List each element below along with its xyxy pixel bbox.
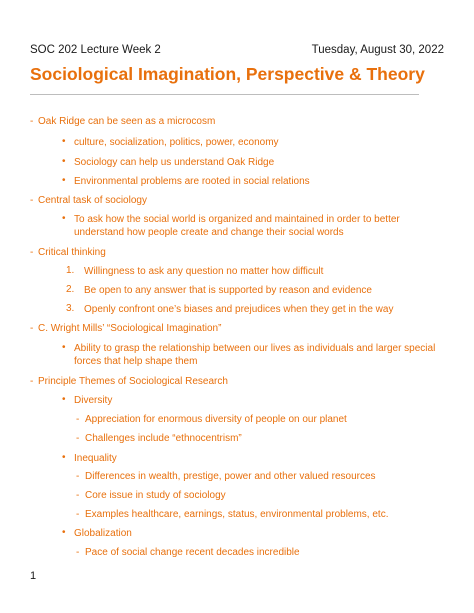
dash-marker: - xyxy=(76,490,80,501)
dash-marker: - xyxy=(76,547,80,558)
dash-marker: - xyxy=(30,323,34,334)
bullet-marker: • xyxy=(62,213,66,224)
outline-item: To ask how the social world is organized and maintained in order to better xyxy=(74,214,400,225)
bullet-marker: • xyxy=(62,156,66,167)
bullet-marker: • xyxy=(62,175,66,186)
bullet-marker: • xyxy=(62,136,66,147)
outline-item: Core issue in study of sociology xyxy=(85,490,226,501)
outline-item: Oak Ridge can be seen as a microcosm xyxy=(38,116,216,127)
dash-marker: - xyxy=(76,509,80,520)
outline-item: Globalization xyxy=(74,528,132,539)
outline-item: Inequality xyxy=(74,453,117,464)
bullet-marker: • xyxy=(62,394,66,405)
outline-item: Principle Themes of Sociological Research xyxy=(38,376,228,387)
outline-item-continuation: forces that help shape them xyxy=(74,356,198,367)
outline-item: Sociology can help us understand Oak Ridge xyxy=(74,157,275,168)
number-marker: 1. xyxy=(66,265,75,276)
outline-item: C. Wright Mills’ “Sociological Imagination” xyxy=(38,323,222,334)
dash-marker: - xyxy=(76,414,80,425)
outline-item: Environmental problems are rooted in social relations xyxy=(74,176,310,187)
number-marker: 3. xyxy=(66,303,75,314)
page-header-left: SOC 202 Lecture Week 2 xyxy=(30,44,161,56)
bullet-marker: • xyxy=(62,527,66,538)
outline-item: Examples healthcare, earnings, status, environmental problems, etc. xyxy=(85,509,389,520)
outline-item: culture, socialization, politics, power, economy xyxy=(74,137,279,148)
outline-item: Diversity xyxy=(74,395,113,406)
outline-item: Central task of sociology xyxy=(38,195,147,206)
number-marker: 2. xyxy=(66,284,75,295)
outline-item: Openly confront one’s biases and prejudices when they get in the way xyxy=(84,304,394,315)
outline-item: Challenges include “ethnocentrism” xyxy=(85,433,242,444)
outline-item-continuation: understand how people create and change their social words xyxy=(74,227,344,238)
outline-item: Willingness to ask any question no matter how difficult xyxy=(84,266,324,277)
outline-item: Critical thinking xyxy=(38,247,106,258)
dash-marker: - xyxy=(30,247,34,258)
dash-marker: - xyxy=(76,433,80,444)
dash-marker: - xyxy=(30,116,34,127)
document-title: Sociological Imagination, Perspective & Theory xyxy=(30,64,425,84)
outline-item: Differences in wealth, prestige, power and other valued resources xyxy=(85,471,376,482)
dash-marker: - xyxy=(30,195,34,206)
outline-item: Ability to grasp the relationship between our lives as individuals and larger special xyxy=(74,343,436,354)
bullet-marker: • xyxy=(62,342,66,353)
page-number: 1 xyxy=(30,570,37,582)
title-divider xyxy=(30,94,419,95)
outline-item: Appreciation for enormous diversity of people on our planet xyxy=(85,414,347,425)
dash-marker: - xyxy=(76,471,80,482)
dash-marker: - xyxy=(30,376,34,387)
outline-item: Pace of social change recent decades incredible xyxy=(85,547,300,558)
page-header-date: Tuesday, August 30, 2022 xyxy=(311,44,444,56)
outline-item: Be open to any answer that is supported by reason and evidence xyxy=(84,285,372,296)
bullet-marker: • xyxy=(62,452,66,463)
